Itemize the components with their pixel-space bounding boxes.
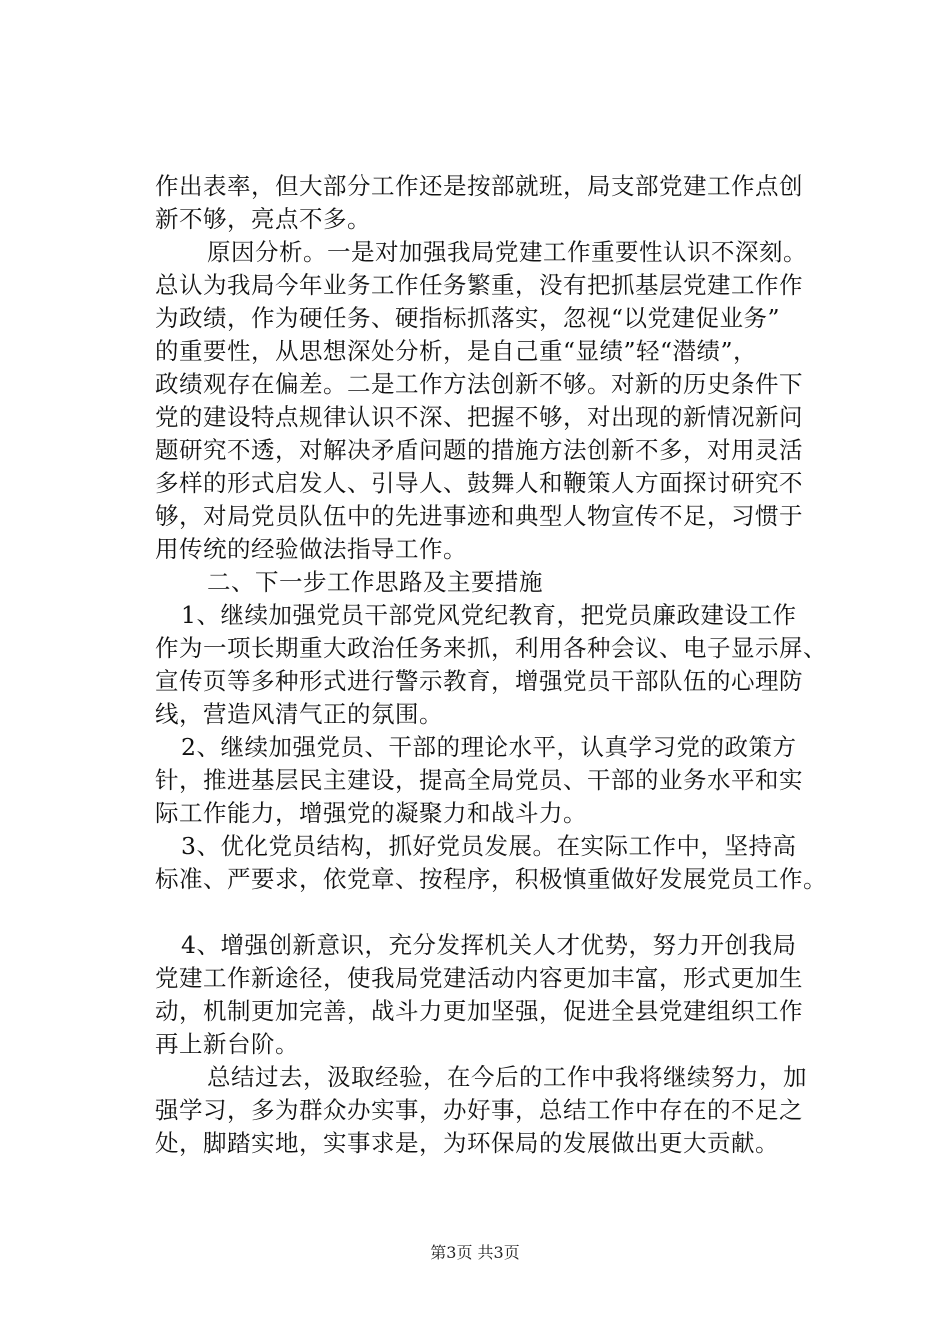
text-line: 用传统的经验做法指导工作。	[155, 535, 467, 563]
text-line: 总认为我局今年业务工作任务繁重，没有把抓基层党建工作作	[155, 271, 803, 299]
text-line: 作为一项长期重大政治任务来抓，利用各种会议、电子显示屏、	[155, 634, 827, 662]
text-line: 够，对局党员队伍中的先进事迹和典型人物宣传不足，习惯于	[155, 502, 803, 530]
text-line: 的重要性，从思想深处分析，是自己重“显绩”轻“潜绩”，	[155, 337, 758, 365]
text-line: 党建工作新途径，使我局党建活动内容更加丰富，形式更加生	[155, 964, 803, 992]
text-line: 为政绩，作为硬任务、硬指标抓落实，忽视“以党建促业务”	[155, 304, 781, 332]
document-body	[155, 170, 845, 1160]
paragraph-start: 总结过去，汲取经验，在今后的工作中我将继续努力，加	[207, 1063, 807, 1091]
text-line: 线，营造风清气正的氛围。	[155, 700, 443, 728]
text-line: 际工作能力，增强党的凝聚力和战斗力。	[155, 799, 587, 827]
text-line: 作出表率，但大部分工作还是按部就班，局支部党建工作点创	[155, 172, 803, 200]
text-line: 党的建设特点规律认识不深、把握不够，对出现的新情况新问	[155, 403, 803, 431]
paragraph-start: 原因分析。一是对加强我局党建工作重要性认识不深刻。	[207, 238, 807, 266]
paragraph-start: 4、增强创新意识，充分发挥机关人才优势，努力开创我局	[181, 931, 797, 959]
text-line: 多样的形式启发人、引导人、鼓舞人和鞭策人方面探讨研究不	[155, 469, 803, 497]
paragraph-start: 3、优化党员结构，抓好党员发展。在实际工作中，坚持高	[181, 832, 797, 860]
text-line: 标准、严要求，依党章、按程序，积极慎重做好发展党员工作。	[155, 865, 827, 893]
paragraph-start: 2、继续加强党员、干部的理论水平，认真学习党的政策方	[181, 733, 797, 761]
text-line: 再上新台阶。	[155, 1030, 299, 1058]
page-number-footer: 第3页 共3页	[430, 1243, 520, 1262]
text-line: 政绩观存在偏差。二是工作方法创新不够。对新的历史条件下	[155, 370, 803, 398]
blank-line	[155, 896, 845, 929]
text-line: 强学习，多为群众办实事，办好事，总结工作中存在的不足之	[155, 1096, 803, 1124]
paragraph-start: 1、继续加强党员干部党风党纪教育，把党员廉政建设工作	[181, 601, 797, 629]
text-line: 针，推进基层民主建设，提高全局党员、干部的业务水平和实	[155, 766, 803, 794]
text-line: 题研究不透，对解决矛盾问题的措施方法创新不多，对用灵活	[155, 436, 803, 464]
text-line: 宣传页等多种形式进行警示教育，增强党员干部队伍的心理防	[155, 667, 803, 695]
text-line: 新不够，亮点不多。	[155, 205, 371, 233]
text-line: 动，机制更加完善，战斗力更加坚强，促进全县党建组织工作	[155, 997, 803, 1025]
section-heading: 二、下一步工作思路及主要措施	[207, 568, 543, 596]
text-line: 处，脚踏实地，实事求是，为环保局的发展做出更大贡献。	[155, 1129, 779, 1157]
